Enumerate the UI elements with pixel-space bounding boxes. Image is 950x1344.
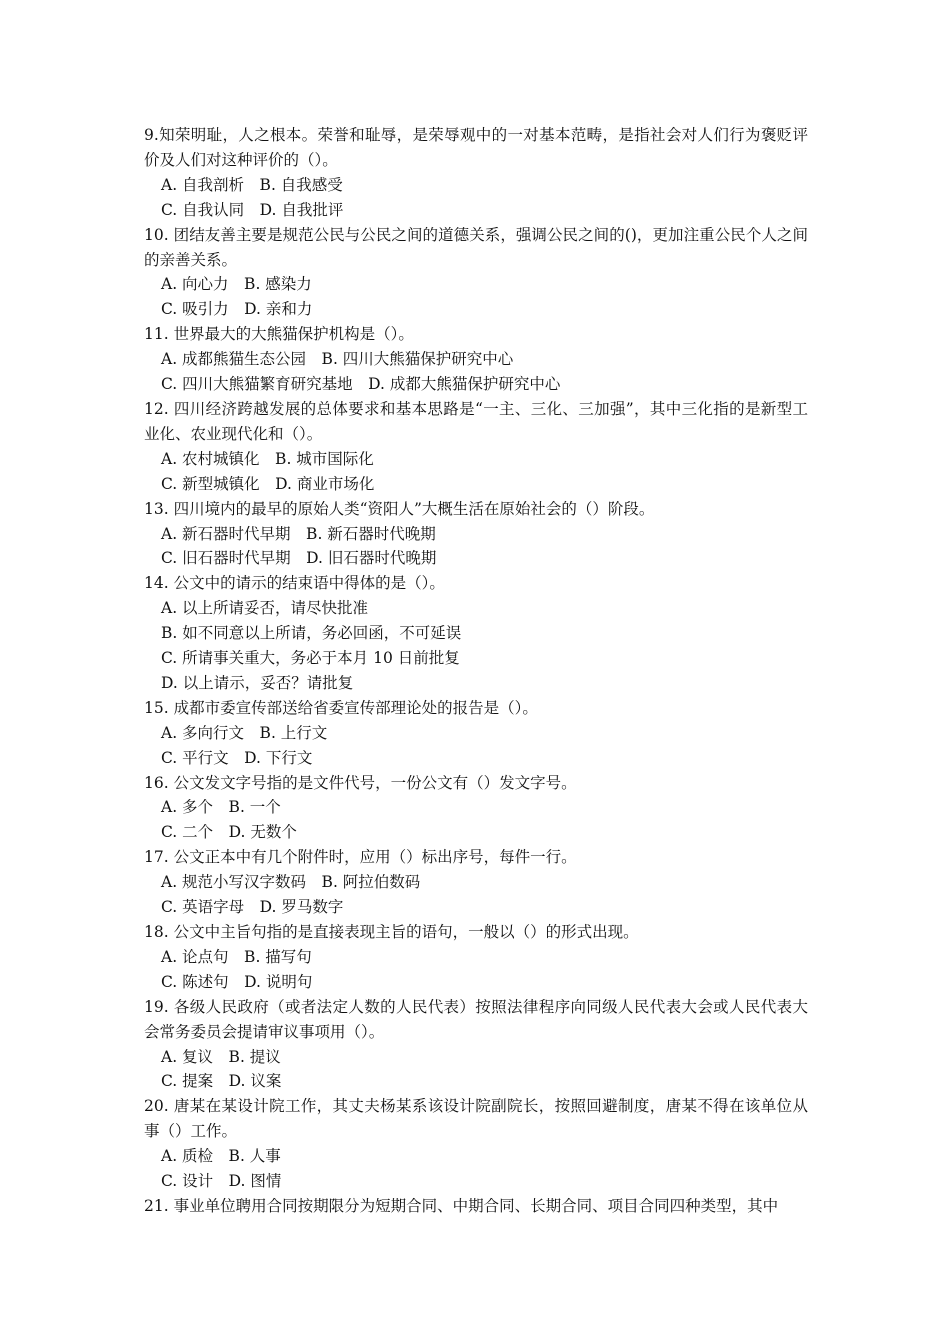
question-18: 18. 公文中主旨句指的是直接表现主旨的语句，一般以（）的形式出现。 — [144, 923, 639, 941]
option-line: C. 英语字母 D. 罗马数字 — [161, 898, 344, 917]
option-line: A. 向心力 B. 感染力 — [161, 275, 312, 294]
option-line: A. 多向行文 B. 上行文 — [161, 723, 328, 742]
option-line: C. 吸引力 D. 亲和力 — [161, 300, 313, 319]
option-line: A. 以上所请妥否，请尽快批准 — [161, 599, 369, 618]
option-line: A. 农村城镇化 B. 城市国际化 — [161, 449, 374, 468]
question-10: 10. 团结友善主要是规范公民与公民之间的道德关系，强调公民之间的()，更加注重公民个人之间的亲善关系。 — [144, 225, 808, 269]
question-16: 16. 公文发文字号指的是文件代号，一份公文有（）发文字号。 — [144, 773, 577, 792]
option-line: A. 多个 B. 一个 — [161, 798, 281, 817]
option-line: B. 如不同意以上所请，务必回函，不可延误 — [161, 624, 462, 643]
question-12: 12. 四川经济跨越发展的总体要求和基本思路是“一主、三化、三加强”，其中三化指的是新型工业化、农业现代化和（）。 — [144, 399, 808, 443]
option-line: C. 二个 D. 无数个 — [161, 823, 297, 842]
option-line: D. 以上请示，妥否？请批复 — [161, 673, 354, 692]
option-line: C. 四川大熊猫繁育研究基地 D. 成都大熊猫保护研究中心 — [161, 375, 561, 394]
question-17: 17. 公文正本中有几个附件时，应用（）标出序号，每件一行。 — [144, 848, 577, 867]
option-line: A. 规范小写汉字数码 B. 阿拉伯数码 — [161, 873, 421, 892]
question-9: 9.知荣明耻，人之根本。荣誉和耻辱，是荣辱观中的一对基本范畴，是指社会对人们行为褒贬评价及人们对这种评价的（）。 — [144, 126, 808, 169]
question-13: 13. 四川境内的最早的原始人类“资阳人”大概生活在原始社会的（）阶段。 — [144, 499, 655, 518]
option-line: C. 设计 D. 图情 — [161, 1172, 282, 1191]
question-14: 14. 公文中的请示的结束语中得体的是（）。 — [144, 574, 445, 593]
option-line: A. 新石器时代早期 B. 新石器时代晚期 — [161, 524, 436, 543]
question-11: 11. 世界最大的大熊猫保护机构是（）。 — [144, 325, 414, 344]
option-line: C. 新型城镇化 D. 商业市场化 — [161, 474, 375, 493]
option-line: A. 复议 B. 提议 — [161, 1047, 281, 1066]
option-line: C. 提案 D. 议案 — [161, 1072, 282, 1091]
option-line: A. 论点句 B. 描写句 — [161, 947, 312, 966]
document-body — [144, 123, 808, 1219]
question-15: 15. 成都市委宣传部送给省委宣传部理论处的报告是（）。 — [144, 698, 538, 717]
option-line: C. 陈述句 D. 说明句 — [161, 972, 313, 991]
option-line: A. 成都熊猫生态公园 B. 四川大熊猫保护研究中心 — [161, 350, 514, 369]
question-21: 21. 事业单位聘用合同按期限分为短期合同、中期合同、长期合同、项目合同四种类型，其中 — [144, 1196, 779, 1215]
question-20: 20. 唐某在某设计院工作，其丈夫杨某系该设计院副院长，按照回避制度，唐某不得在该单位从事（）工作。 — [144, 1097, 808, 1141]
question-19: 19. 各级人民政府（或者法定人数的人民代表）按照法律程序向同级人民代表大会或人民代表大会常务委员会提请审议事项用（）。 — [144, 997, 808, 1041]
option-line: C. 旧石器时代早期 D. 旧石器时代晚期 — [161, 549, 437, 568]
option-line: A. 质检 B. 人事 — [161, 1147, 281, 1166]
option-line: C. 自我认同 D. 自我批评 — [161, 200, 344, 219]
option-line: C. 所请事关重大，务必于本月 10 日前批复 — [161, 649, 460, 668]
option-line: C. 平行文 D. 下行文 — [161, 748, 313, 767]
option-line: A. 自我剖析 B. 自我感受 — [161, 175, 343, 194]
